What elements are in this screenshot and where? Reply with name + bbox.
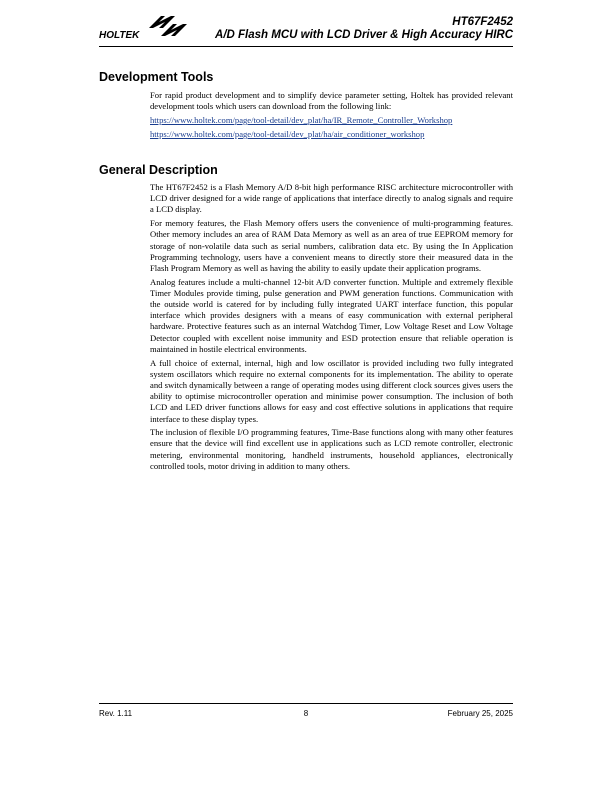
footer-revision: Rev. 1.11 — [99, 709, 133, 718]
logo-text: HOLTEK — [99, 30, 140, 41]
general-description-title: General Description — [99, 163, 218, 177]
development-tools-body — [150, 90, 513, 143]
general-description-body — [150, 182, 513, 475]
holtek-logo-icon — [99, 14, 189, 44]
footer-page-number: 8 — [303, 709, 309, 718]
ir-remote-workshop-link[interactable]: https://www.holtek.com/page/tool-detail/dev_plat/ha/IR_Remote_Controller_Workshop — [150, 114, 453, 125]
description-paragraph-4: A full choice of external, internal, high and low oscillator is provided including two fully integrated system oscillators which require no external components for its implementation. The ability to operate and switch dynamically between a range of operating modes using different clock sources gives users the ability to optimise microcontroller operation and minimise power consumption. The inclusion of both LCD and LED driver functions allows for easy and cost effective solutions in applications that require interface to these display types. — [150, 357, 513, 424]
footer-date: February 25, 2025 — [447, 709, 513, 718]
description-paragraph-3: Analog features include a multi-channel 12-bit A/D converter function. Multiple and extremely flexible Timer Modules provide timing, pulse generation and PWM generation functions. Communication with the outside world is catered for by including fully integrated UART interface function, this popular interface which provides designers with a means of easy communication with external peripheral hardware. Protective features such as an internal Watchdog Timer, Low Voltage Reset and Low Voltage Detector coupled with excellent noise immunity and ESD protection ensure that reliable operation is maintained in hostile electrical environments. — [150, 276, 513, 354]
page-header — [99, 14, 513, 47]
page-footer — [99, 703, 513, 718]
description-paragraph-2: For memory features, the Flash Memory offers users the convenience of multi-programming features. Other memory includes an area of RAM Data Memory as well as an area of true EEPROM memory for storage of non-volatile data such as serial numbers, calibration data etc. By using the In Application Programming technology, users have a convenient means to directly store their measured data in the Flash Program Memory as well as having the ability to easily update their application programs. — [150, 218, 513, 273]
air-conditioner-workshop-link[interactable]: https://www.holtek.com/page/tool-detail/dev_plat/ha/air_conditioner_workshop — [150, 129, 425, 140]
description-paragraph-5: The inclusion of flexible I/O programming features, Time-Base functions along with many other features ensure that the device will find excellent use in applications such as LCD remote controller, electronic metering, environmental monitoring, handheld instruments, household appliances, electronically controlled tools, motor driving in addition to many others. — [150, 427, 513, 471]
header-titles — [215, 16, 513, 42]
development-tools-title: Development Tools — [99, 70, 214, 84]
description-paragraph-1: The HT67F2452 is a Flash Memory A/D 8-bit high performance RISC architecture microcontroller with LCD driver designed for a wide range of applications that interface directly to analog signals and require a LCD display. — [150, 182, 513, 215]
holtek-logo — [99, 14, 189, 44]
header-description: A/D Flash MCU with LCD Driver & High Accuracy HIRC — [215, 29, 513, 41]
development-tools-paragraph: For rapid product development and to simplify device parameter setting, Holtek has provided relevant development tools which users can download from the following link: — [150, 90, 513, 112]
part-number: HT67F2452 — [452, 16, 513, 28]
